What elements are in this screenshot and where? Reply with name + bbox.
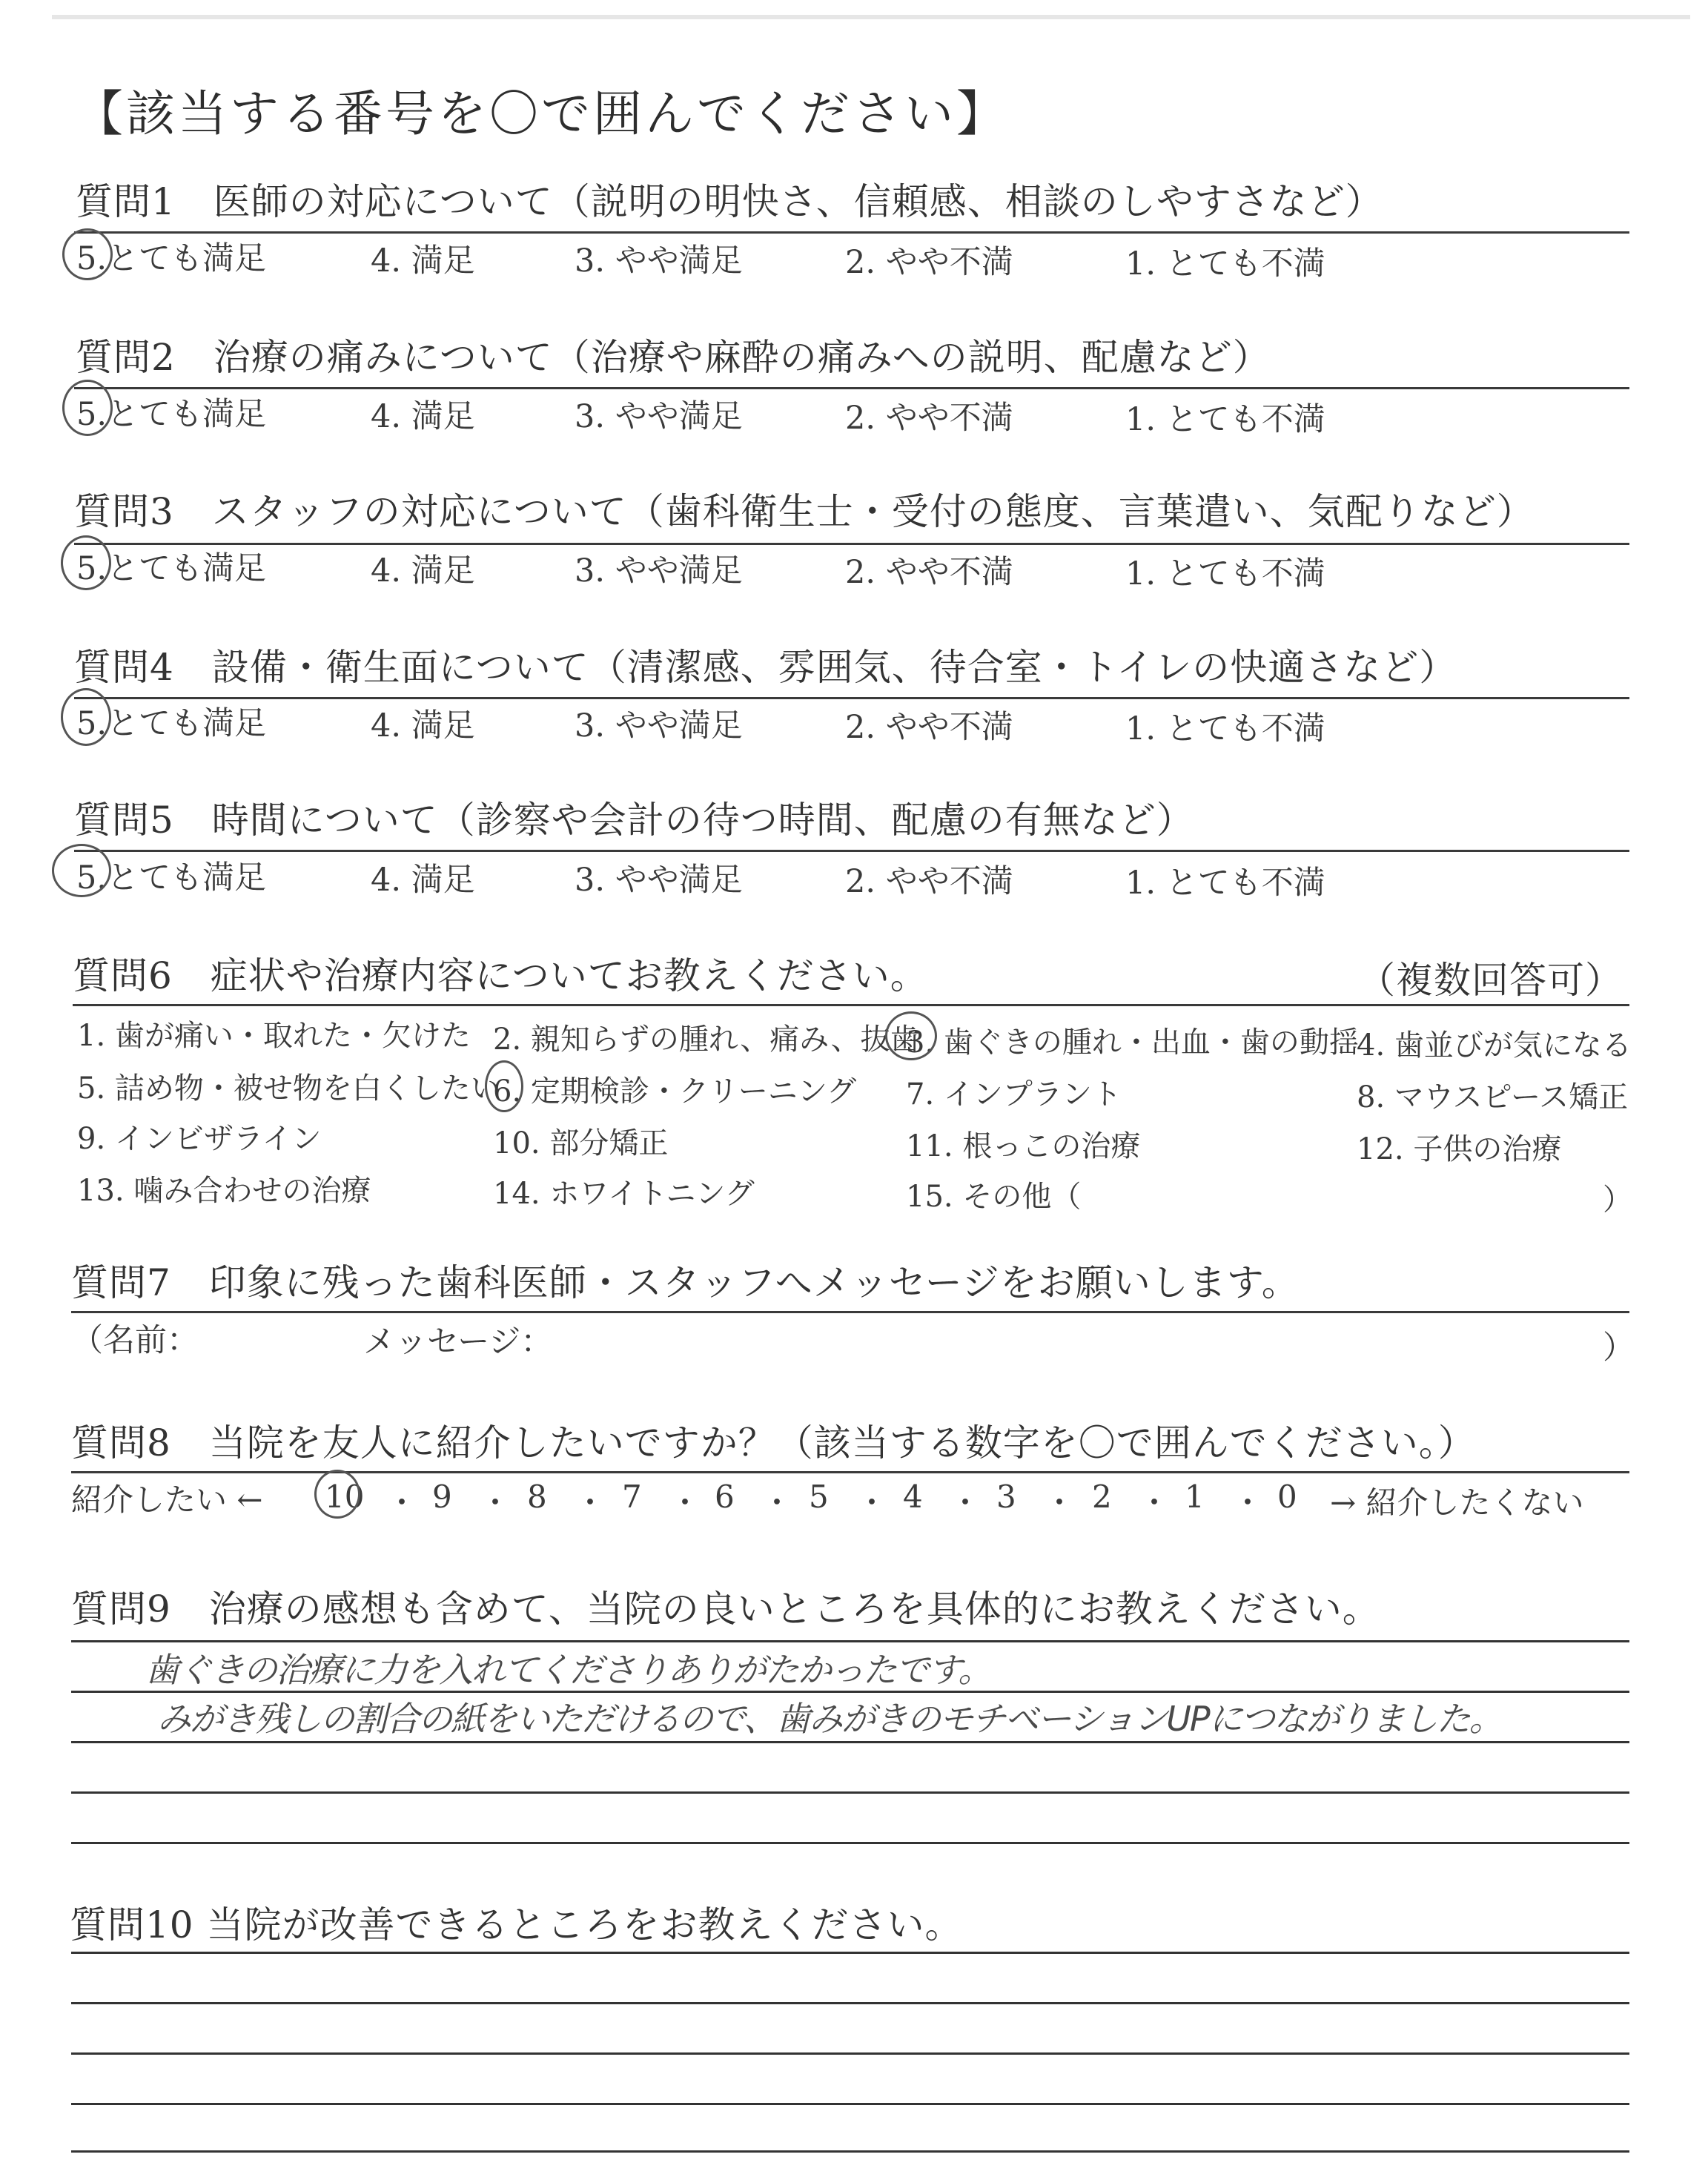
question-2-title: 質問2 治療の痛みについて（治療や麻酔の痛みへの説明、配慮など） bbox=[76, 336, 1271, 379]
q8-separator: ・ bbox=[386, 1484, 418, 1521]
question-6-note: （複数回答可） bbox=[1358, 959, 1623, 1002]
page-title: 【該当する番号を〇で囲んでください】 bbox=[74, 85, 1008, 142]
q5-option-2[interactable]: 2. やや不満 bbox=[845, 863, 1013, 900]
q3-selection-circle bbox=[61, 535, 111, 590]
q8-selection-circle bbox=[314, 1470, 360, 1519]
q8-separator: ・ bbox=[1044, 1484, 1076, 1521]
q8-option-0[interactable]: 0 bbox=[1277, 1479, 1297, 1515]
q10-answer-line bbox=[71, 2052, 1629, 2055]
q10-answer-line bbox=[71, 2103, 1629, 2105]
q6-item-3-selection-circle bbox=[885, 1011, 937, 1060]
q9-answer-line bbox=[71, 1640, 1629, 1642]
q8-separator: ・ bbox=[575, 1484, 606, 1521]
q10-answer-line bbox=[71, 2150, 1629, 2153]
q6-item-14[interactable]: 14. ホワイトニング bbox=[493, 1177, 755, 1211]
question-3-rule bbox=[74, 543, 1629, 545]
q6-item-12[interactable]: 12. 子供の治療 bbox=[1357, 1132, 1562, 1166]
question-2-rule bbox=[74, 387, 1629, 389]
q4-option-5[interactable]: 5.とても満足 bbox=[76, 705, 267, 742]
question-8-rule bbox=[71, 1471, 1629, 1473]
question-10-title: 質問10 当院が改善できるところをお教えください。 bbox=[70, 1903, 963, 1946]
q6-item-7[interactable]: 7. インプラント bbox=[906, 1077, 1122, 1112]
q6-item-15[interactable]: 15. その他（ bbox=[906, 1180, 1082, 1214]
q7-name-label: （名前： bbox=[71, 1322, 199, 1359]
q8-option-9[interactable]: 9 bbox=[432, 1479, 452, 1515]
q8-option-2[interactable]: 2 bbox=[1092, 1479, 1112, 1515]
q6-item-11[interactable]: 11. 根っこの治療 bbox=[906, 1129, 1141, 1163]
q9-answer-line bbox=[71, 1791, 1629, 1794]
q2-option-3[interactable]: 3. やや満足 bbox=[575, 398, 743, 435]
q5-option-1[interactable]: 1. とても不満 bbox=[1125, 865, 1325, 902]
q8-separator: ・ bbox=[950, 1484, 982, 1521]
q6-item-1[interactable]: 1. 歯が痛い・取れた・欠けた bbox=[77, 1019, 471, 1053]
question-9-title: 質問9 治療の感想も含めて、当院の良いところを具体的にお教えください。 bbox=[71, 1588, 1380, 1631]
q6-item-9[interactable]: 9. インビザライン bbox=[77, 1122, 322, 1156]
q8-option-6[interactable]: 6 bbox=[715, 1479, 735, 1515]
q2-option-1[interactable]: 1. とても不満 bbox=[1125, 401, 1325, 438]
q1-option-1[interactable]: 1. とても不満 bbox=[1125, 245, 1325, 283]
q6-item-13[interactable]: 13. 噛み合わせの治療 bbox=[77, 1174, 371, 1208]
question-4-title: 質問4 設備・衛生面について（清潔感、雰囲気、待合室・トイレの快適さなど） bbox=[74, 646, 1457, 689]
q7-close-paren: ） bbox=[1603, 1330, 1635, 1367]
q4-option-2[interactable]: 2. やや不満 bbox=[845, 709, 1013, 746]
q8-separator: ・ bbox=[761, 1484, 793, 1521]
q8-left-label: 紹介したい ← bbox=[71, 1482, 263, 1518]
q1-option-5[interactable]: 5.とても満足 bbox=[76, 240, 267, 277]
q8-separator: ・ bbox=[856, 1484, 888, 1521]
q8-option-7[interactable]: 7 bbox=[622, 1479, 642, 1515]
q3-option-1[interactable]: 1. とても不満 bbox=[1125, 555, 1325, 592]
q6-item-4[interactable]: 4. 歯並びが気になる bbox=[1357, 1028, 1632, 1063]
q5-option-5[interactable]: 5.とても満足 bbox=[76, 859, 267, 896]
q6-item-3[interactable]: 3. 歯ぐきの腫れ・出血・歯の動揺 bbox=[906, 1025, 1359, 1060]
q3-option-2[interactable]: 2. やや不満 bbox=[845, 554, 1013, 591]
q9-answer-line bbox=[71, 1741, 1629, 1743]
q8-option-10[interactable]: 10 bbox=[325, 1479, 365, 1515]
q5-option-4[interactable]: 4. 満足 bbox=[371, 862, 475, 899]
q8-option-5[interactable]: 5 bbox=[809, 1479, 829, 1515]
question-6-title: 質問6 症状や治療内容についてお教えください。 bbox=[73, 954, 928, 997]
q4-option-4[interactable]: 4. 満足 bbox=[371, 707, 475, 744]
q6-item-10[interactable]: 10. 部分矯正 bbox=[493, 1126, 669, 1160]
q2-selection-circle bbox=[62, 380, 113, 436]
q8-separator: ・ bbox=[480, 1484, 512, 1521]
q8-separator: ・ bbox=[1232, 1484, 1264, 1521]
scan-edge bbox=[52, 15, 1690, 19]
q8-option-4[interactable]: 4 bbox=[903, 1479, 923, 1515]
q9-handwritten-answer-line-2: みがき残しの割合の紙をいただけるので、歯みがきのモチベーションUPにつながりました。 bbox=[157, 1699, 1502, 1739]
q3-option-3[interactable]: 3. やや満足 bbox=[575, 552, 743, 589]
q8-right-label: → 紹介したくない bbox=[1330, 1484, 1584, 1521]
q2-option-4[interactable]: 4. 満足 bbox=[371, 398, 475, 435]
q8-separator: ・ bbox=[1139, 1484, 1171, 1521]
q1-option-3[interactable]: 3. やや満足 bbox=[575, 242, 743, 280]
q1-selection-circle bbox=[62, 228, 113, 280]
q8-option-3[interactable]: 3 bbox=[996, 1479, 1016, 1515]
question-4-rule bbox=[74, 697, 1629, 699]
q5-option-3[interactable]: 3. やや満足 bbox=[575, 862, 743, 899]
q8-option-1[interactable]: 1 bbox=[1185, 1479, 1205, 1515]
q6-item-15-close-paren: ） bbox=[1603, 1183, 1632, 1217]
q3-option-4[interactable]: 4. 満足 bbox=[371, 552, 475, 589]
q6-item-2[interactable]: 2. 親知らずの腫れ、痛み、抜歯 bbox=[493, 1023, 920, 1057]
q6-item-5[interactable]: 5. 詰め物・被せ物を白くしたい bbox=[77, 1071, 500, 1106]
q4-option-3[interactable]: 3. やや満足 bbox=[575, 707, 743, 744]
question-7-rule bbox=[71, 1311, 1629, 1313]
q2-option-2[interactable]: 2. やや不満 bbox=[845, 400, 1013, 437]
q4-option-1[interactable]: 1. とても不満 bbox=[1125, 710, 1325, 747]
q7-message-label: メッセージ： bbox=[363, 1324, 553, 1361]
question-8-title: 質問8 当院を友人に紹介したいですか？（該当する数字を〇で囲んでください。） bbox=[71, 1421, 1476, 1464]
question-7-title: 質問7 印象に残った歯科医師・スタッフへメッセージをお願いします。 bbox=[71, 1261, 1300, 1304]
q1-option-4[interactable]: 4. 満足 bbox=[371, 242, 475, 280]
q9-answer-line bbox=[71, 1842, 1629, 1844]
q6-item-6-selection-circle bbox=[485, 1060, 523, 1112]
q9-handwritten-answer-line-1: 歯ぐきの治療に力を入れてくださりありがたかったです。 bbox=[145, 1650, 991, 1690]
q10-answer-line bbox=[71, 2002, 1629, 2004]
q2-option-5[interactable]: 5.とても満足 bbox=[76, 396, 267, 433]
q6-item-8[interactable]: 8. マウスピース矯正 bbox=[1357, 1080, 1629, 1114]
q1-option-2[interactable]: 2. やや不満 bbox=[845, 244, 1013, 281]
question-6-rule bbox=[73, 1004, 1629, 1006]
question-3-title: 質問3 スタッフの対応について（歯科衛生士・受付の態度、言葉遣い、気配りなど） bbox=[74, 490, 1535, 533]
question-5-title: 質問5 時間について（診察や会計の待つ時間、配慮の有無など） bbox=[74, 799, 1194, 842]
question-1-rule bbox=[74, 231, 1629, 234]
q8-option-8[interactable]: 8 bbox=[527, 1479, 547, 1515]
q4-selection-circle bbox=[61, 688, 111, 746]
q6-item-6[interactable]: 6. 定期検診・クリーニング bbox=[493, 1074, 857, 1109]
q10-answer-line bbox=[71, 1952, 1629, 1954]
q8-separator: ・ bbox=[669, 1484, 701, 1521]
question-1-title: 質問1 医師の対応について（説明の明快さ、信頼感、相談のしやすさなど） bbox=[76, 180, 1383, 223]
question-5-rule bbox=[74, 850, 1629, 852]
q3-option-5[interactable]: 5.とても満足 bbox=[76, 550, 267, 587]
q5-selection-circle bbox=[52, 844, 111, 897]
